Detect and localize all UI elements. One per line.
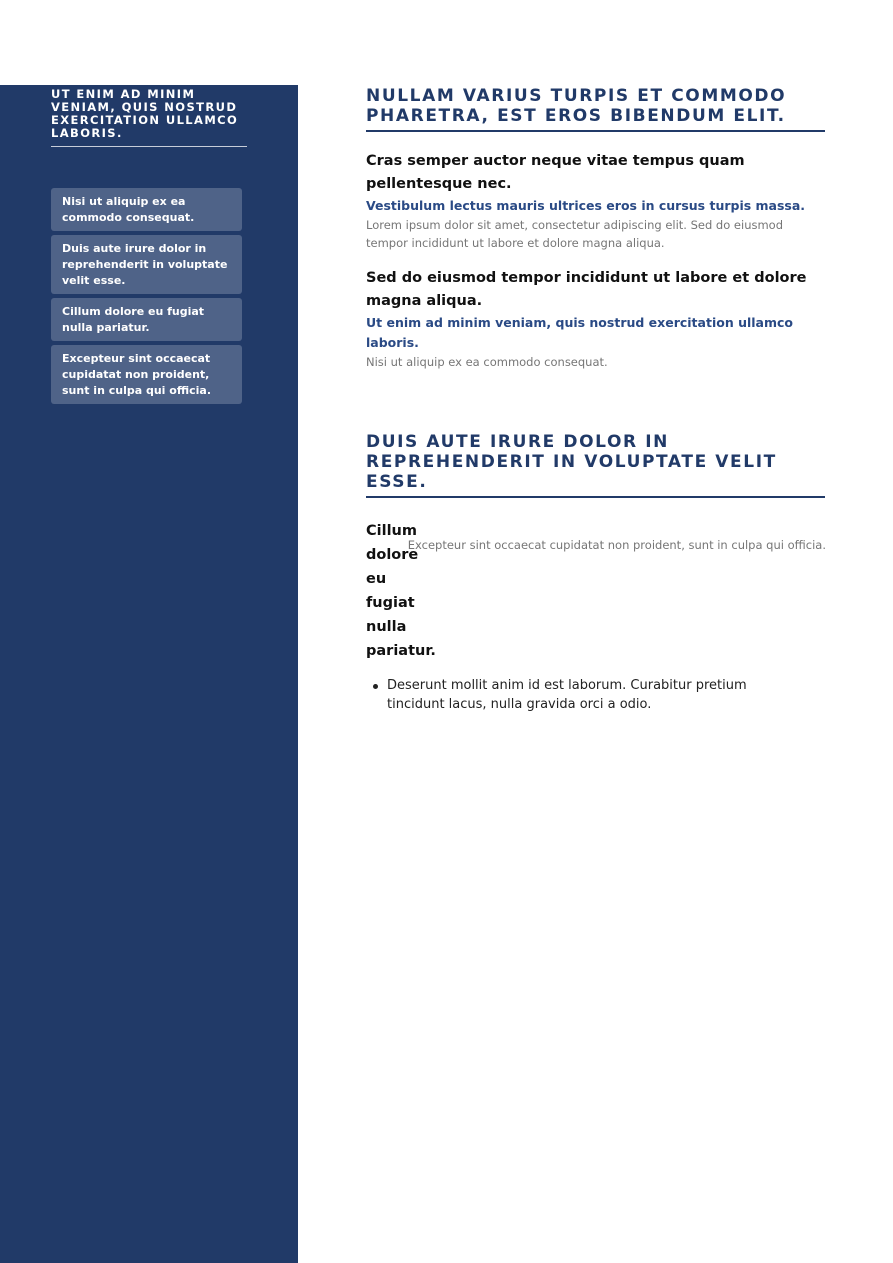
entry-subtitle: Ut enim ad minim veniam, quis nostrud exercitation ullamco laboris. [366, 315, 793, 350]
entry-subtitle: Vestibulum lectus mauris ultrices eros in cursus turpis massa. [366, 198, 806, 213]
entry-description: Lorem ipsum dolor sit amet, consectetur adipiscing elit. Sed do eiusmod tempor incididunt ut labore et dolore magna aliqua. [366, 218, 784, 250]
bullet-item: Deserunt mollit anim id est laborum. Curabitur pretium tincidunt lacus, nulla gravida orci a odio. [387, 676, 797, 714]
sidebar-item-aliquip[interactable]: Nisi ut aliquip ex ea commodo consequat. [51, 188, 242, 231]
entry [366, 267, 825, 371]
section-title: NULLAM VARIUS TURPIS ET COMMODO PHARETRA, EST EROS BIBENDUM ELIT. [366, 86, 825, 132]
main-section-one [366, 86, 825, 371]
entry-title: Sed do eiusmod tempor incididunt ut labore et dolore magna aliqua. [366, 270, 807, 309]
sidebar [0, 85, 298, 1263]
sidebar-item-duis[interactable]: Duis aute irure dolor in reprehenderit in voluptate velit esse. [51, 235, 242, 294]
sidebar-item-excepteur[interactable]: Excepteur sint occaecat cupidatat non proident, sunt in culpa qui officia. [51, 345, 242, 404]
section-title: DUIS AUTE IRURE DOLOR IN REPREHENDERIT IN VOLUPTATE VELIT ESSE. [366, 432, 825, 498]
entry [366, 150, 825, 252]
entry-description: Excepteur sint occaecat cupidatat non proident, sunt in culpa qui officia. [407, 537, 826, 552]
main-section-two [366, 432, 825, 714]
entry-description: Nisi ut aliquip ex ea commodo consequat. [366, 355, 608, 369]
bullet-list [366, 676, 825, 714]
entry-title: Cillum dolore eu fugiat nulla pariatur. [366, 523, 436, 659]
entry [366, 516, 825, 668]
entry-title: Cras semper auctor neque vitae tempus quam pellentesque nec. [366, 153, 745, 192]
sidebar-title: UT ENIM AD MINIM VENIAM, QUIS NOSTRUD EXERCITATION ULLAMCO LABORIS. [51, 88, 247, 147]
sidebar-item-cillum[interactable]: Cillum dolore eu fugiat nulla pariatur. [51, 298, 242, 341]
sidebar-list [51, 188, 242, 408]
